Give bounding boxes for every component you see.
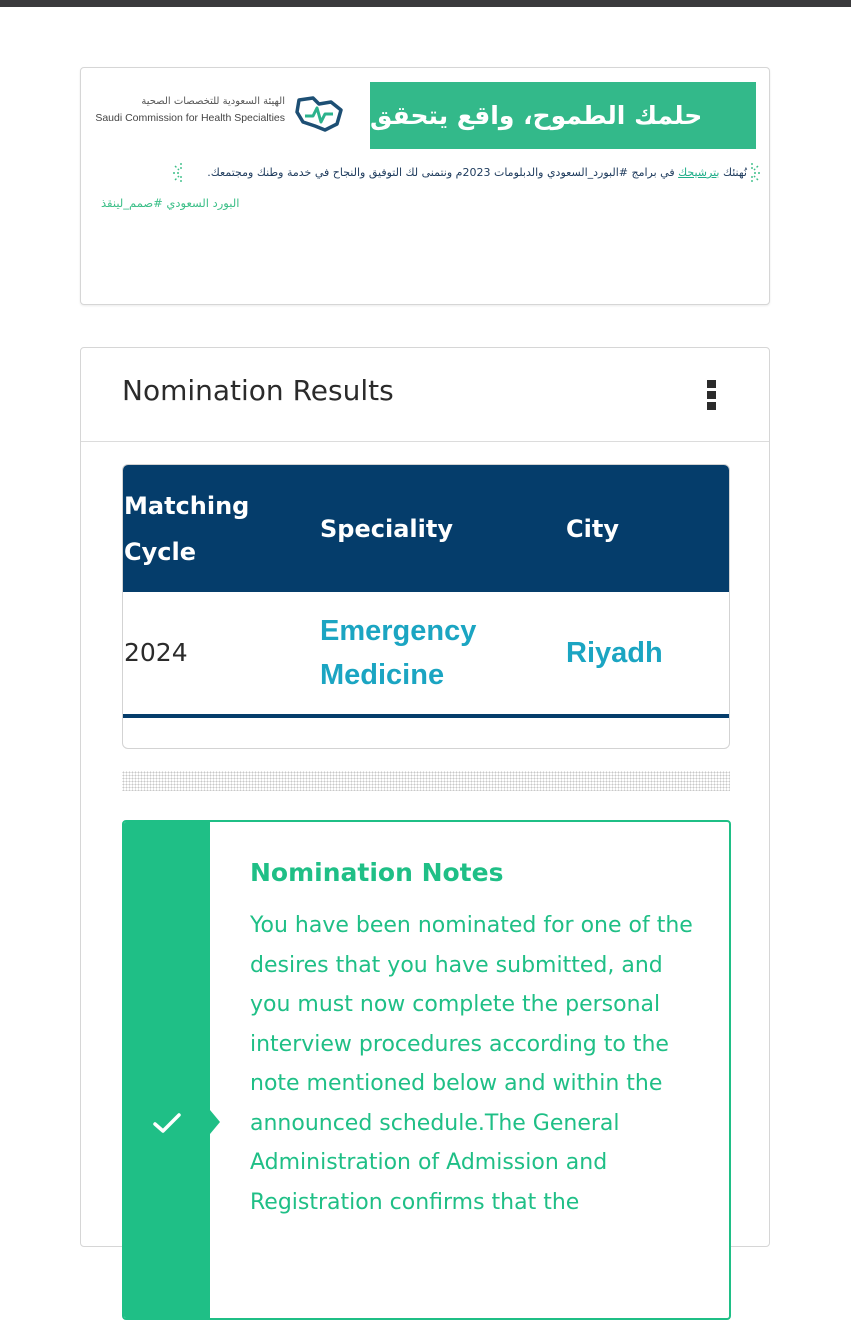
slogan-banner: حلمك الطموح، واقع يتحقق <box>370 82 756 149</box>
page-title: Nomination Results <box>122 374 394 407</box>
notes-accent-bar <box>124 822 210 1318</box>
dotted-divider <box>122 771 730 791</box>
cell-city: Riyadh <box>566 637 663 669</box>
congrats-rest: في برامج #البورد_السعودي والدبلومات 2023م ونتمنى لك التوفيق والنجاح في خدمة وطنك ومجتمعك. <box>207 166 679 179</box>
logo-arabic-text: الهيئة السعودية للتخصصات الصحية <box>141 96 285 107</box>
column-header-speciality: Speciality <box>320 514 453 543</box>
cell-cycle: 2024 <box>124 638 188 667</box>
table-header-row <box>123 465 729 592</box>
kebab-dot <box>707 380 716 388</box>
notes-title: Nomination Notes <box>250 858 504 887</box>
kebab-dot <box>707 391 716 399</box>
check-icon <box>152 1111 182 1135</box>
card-header <box>81 348 769 442</box>
nomination-results-card <box>80 347 770 1247</box>
congratulations-text <box>147 166 747 179</box>
column-header-cycle: Matching Cycle <box>124 491 250 566</box>
congrats-prefix: نُهنئك <box>719 166 747 179</box>
cell-speciality: Emergency Medicine <box>320 615 477 691</box>
browser-top-bar <box>0 0 851 7</box>
kebab-dot <box>707 402 716 410</box>
kebab-menu-icon[interactable] <box>707 380 719 410</box>
logo-mark-icon <box>291 92 345 136</box>
scfhs-logo <box>95 92 345 140</box>
hashtags-text: البورد السعودي #صمم_لينقذ <box>101 196 240 210</box>
results-table <box>122 464 730 749</box>
congrats-highlight: بترشيحك <box>678 166 720 179</box>
logo-english-text: Saudi Commission for Health Specialties <box>95 112 285 124</box>
table-row <box>123 592 729 716</box>
notes-accent-notch <box>210 1110 220 1134</box>
nomination-notes-panel <box>122 820 731 1320</box>
notes-body-text: You have been nominated for one of the desires that you have submitted, and you must now complete the personal interview procedures according to the note mentioned below and within the announced schedule.The General Administration of Admission and Registration confirms that the <box>250 913 693 1215</box>
congratulations-banner <box>80 67 770 305</box>
column-header-city: City <box>566 514 619 543</box>
